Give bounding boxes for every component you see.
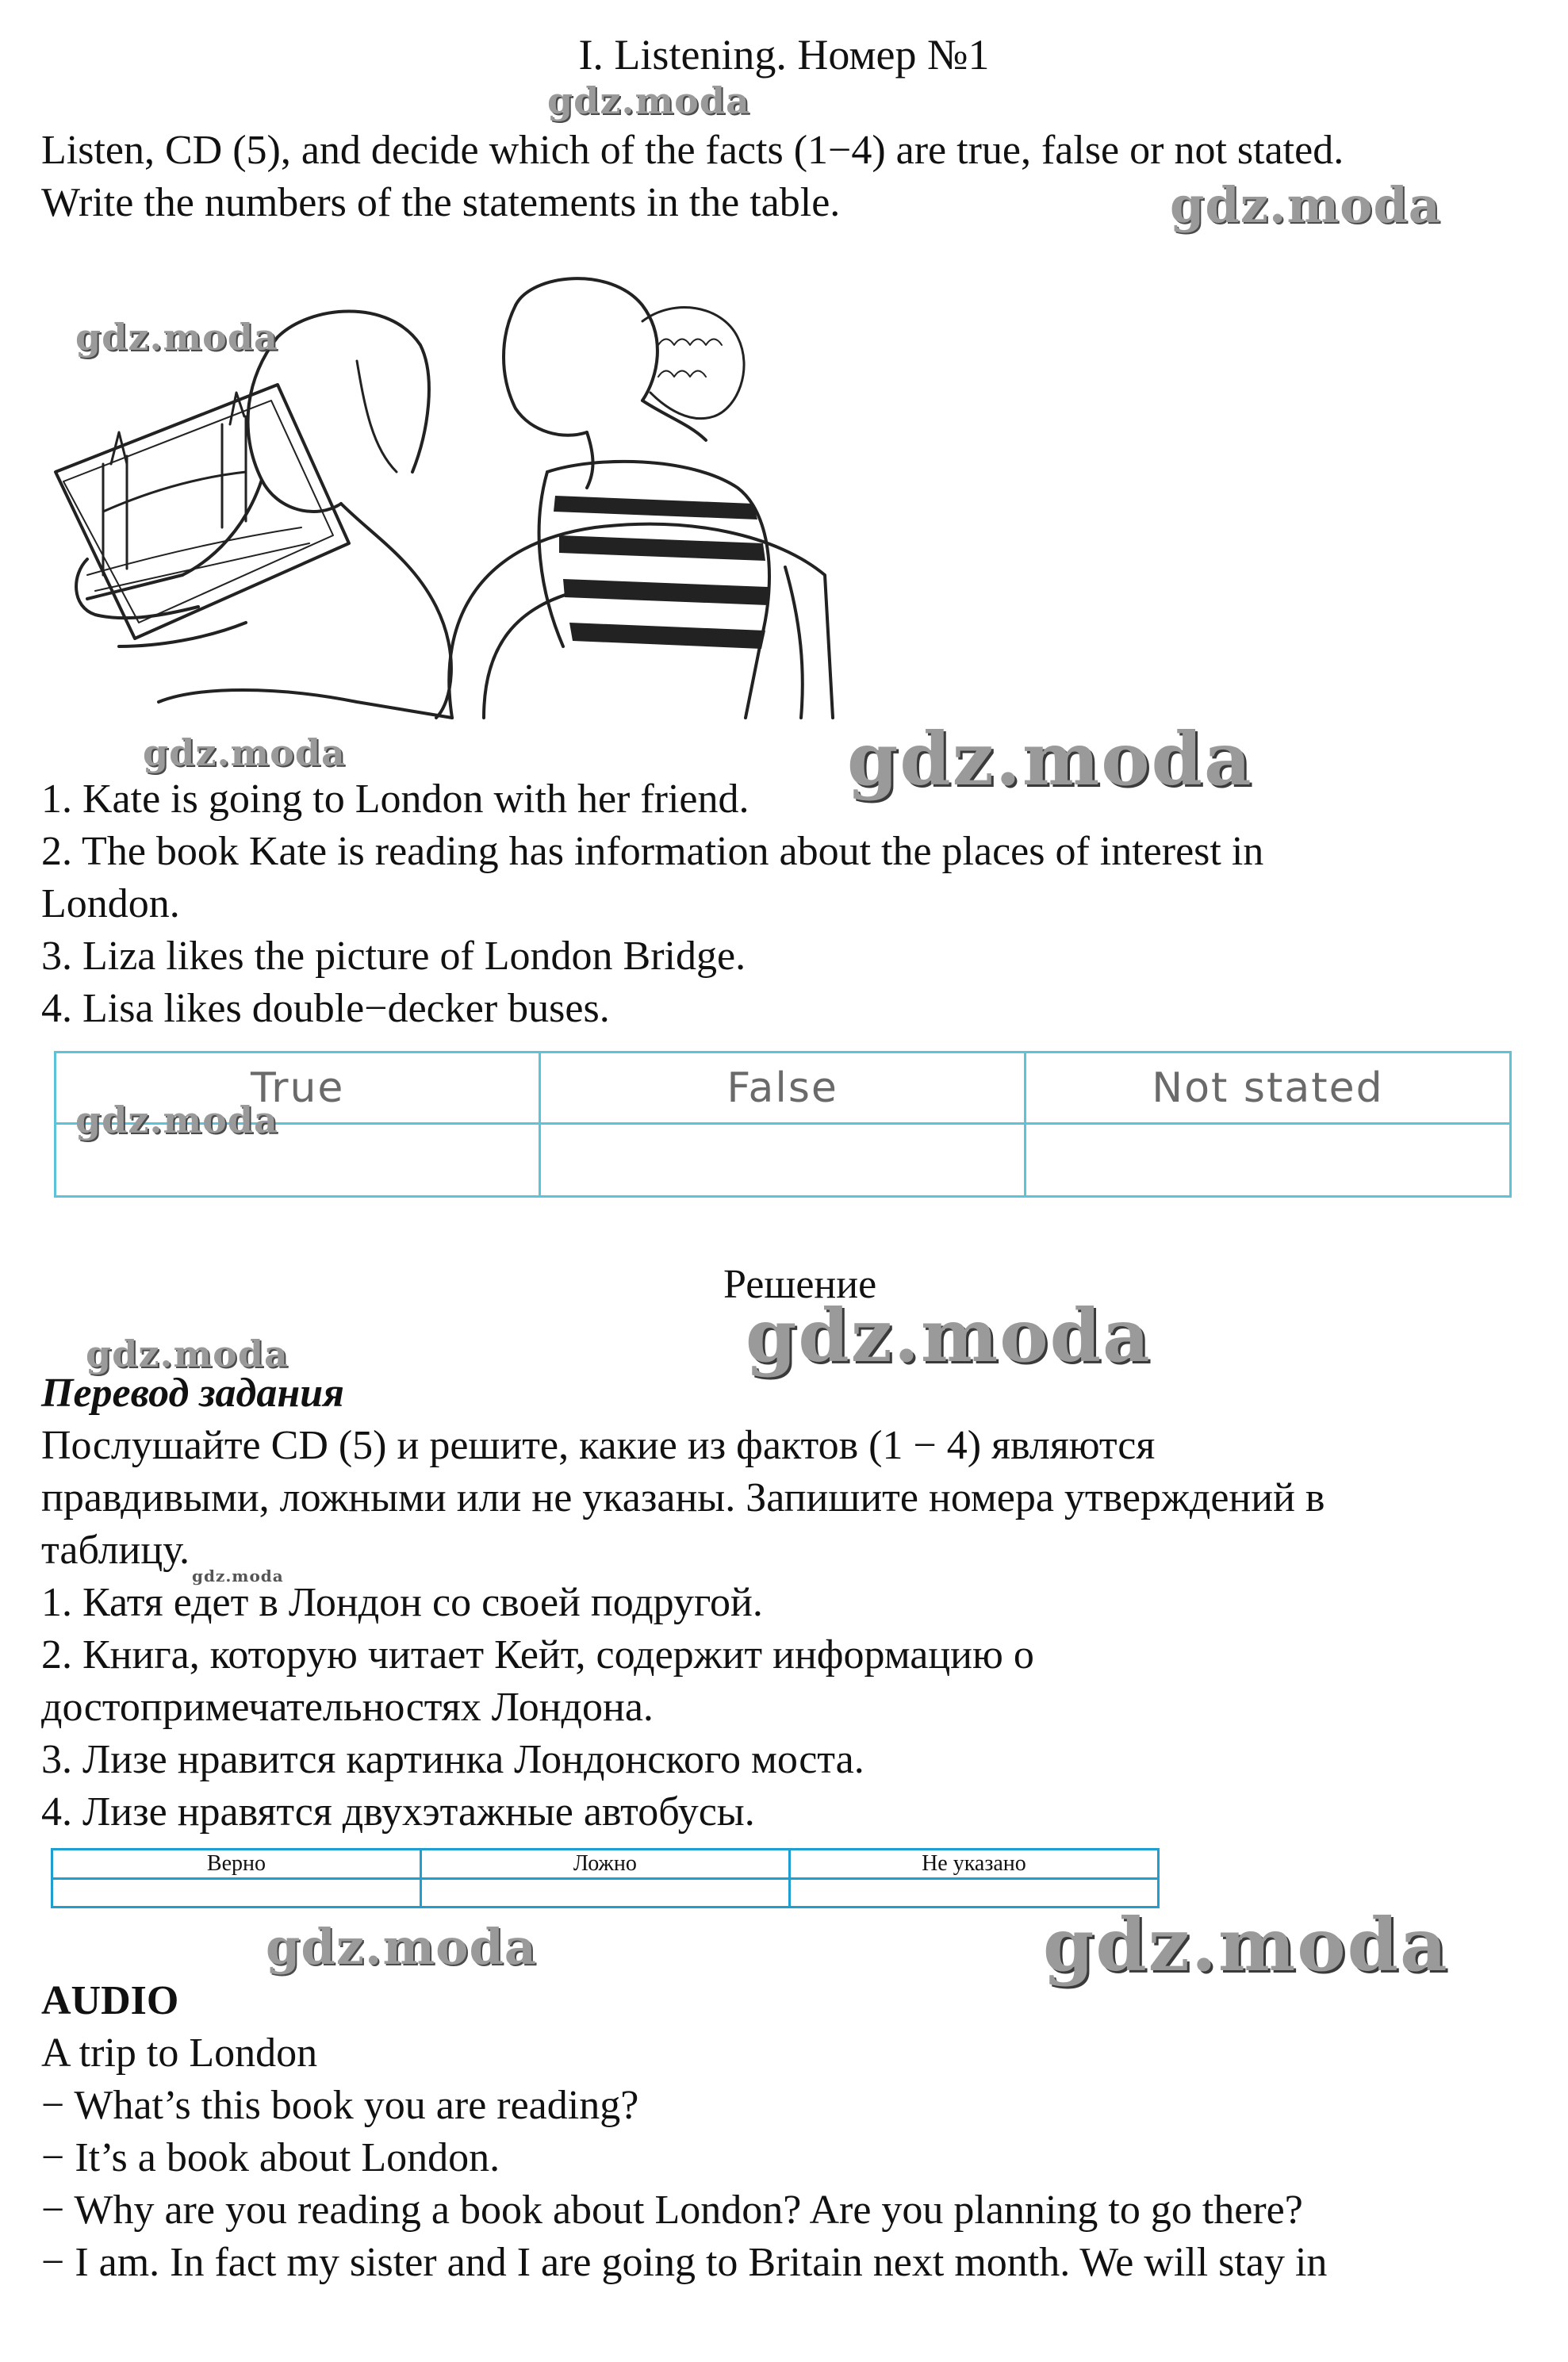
watermark: gdz.moda [143, 731, 346, 774]
header-not-stated: Not stated [1025, 1053, 1510, 1124]
header-false: False [540, 1053, 1026, 1124]
translation-line-8: 4. Лизе нравятся двухэтажные автобусы. [41, 1789, 755, 1835]
task-line-2: Write the numbers of the statements in the table. [41, 180, 841, 225]
watermark: gdz.moda [1043, 1902, 1449, 1988]
translation-line-1: Послушайте CD (5) и решите, какие из фактов (1 − 4) являются [41, 1423, 1156, 1468]
answer-table-ru [51, 1848, 1160, 1908]
translation-line-7: 3. Лизе нравится картинка Лондонского моста. [41, 1737, 865, 1782]
translation-line-3: таблицу. [41, 1528, 190, 1573]
watermark: gdz.moda [746, 1293, 1152, 1378]
task-line-1: Listen, CD (5), and decide which of the facts (1−4) are true, false or not stated. [41, 128, 1344, 173]
watermark: gdz.moda [847, 716, 1253, 802]
statement-2-cont: London. [41, 881, 180, 926]
page-title: I. Listening. Номер №1 [578, 31, 990, 79]
statement-1: 1. Kate is going to London with her friend. [41, 776, 749, 822]
header-verno: Верно [52, 1850, 421, 1879]
audio-line-5: − I am. In fact my sister and I are going to Britain next month. We will stay in [41, 2240, 1328, 2285]
audio-heading: AUDIO [41, 1978, 179, 2023]
header-lozhno: Ложно [420, 1850, 789, 1879]
audio-line-1: A trip to London [41, 2030, 318, 2076]
watermark: gdz.moda [75, 1099, 278, 1141]
answer-cell-not-stated[interactable] [1025, 1124, 1510, 1197]
answer-cell-verno[interactable] [52, 1879, 421, 1908]
watermark: gdz.moda [192, 1566, 284, 1586]
statement-3: 3. Liza likes the picture of London Bridge. [41, 934, 746, 979]
translation-heading: Перевод задания [41, 1371, 344, 1416]
header-ne-ukazano: Не указано [789, 1850, 1158, 1879]
audio-line-4: − Why are you reading a book about London? Are you planning to go there? [41, 2188, 1303, 2233]
audio-line-2: − What’s this book you are reading? [41, 2083, 639, 2128]
watermark: gdz.moda [266, 1918, 537, 1976]
translation-line-2: правдивыми, ложными или не указаны. Запишите номера утверждений в [41, 1475, 1325, 1520]
translation-line-5: 2. Книга, которую читает Кейт, содержит информацию о [41, 1632, 1034, 1678]
watermark: gdz.moda [75, 316, 278, 359]
translation-line-4: 1. Катя едет в Лондон со своей подругой. [41, 1580, 763, 1625]
audio-line-3: − It’s a book about London. [41, 2135, 500, 2180]
watermark: gdz.moda [86, 1332, 289, 1375]
statement-4: 4. Lisa likes double−decker buses. [41, 986, 610, 1031]
header-true: True [56, 1053, 540, 1124]
translation-line-6: достопримечательностях Лондона. [41, 1685, 654, 1730]
solution-heading: Решение [723, 1262, 877, 1307]
watermark: gdz.moda [547, 79, 750, 122]
watermark: gdz.moda [1170, 176, 1441, 234]
answer-cell-false[interactable] [540, 1124, 1026, 1197]
statement-2: 2. The book Kate is reading has information about the places of interest in [41, 829, 1264, 874]
answer-cell-lozhno[interactable] [420, 1879, 789, 1908]
